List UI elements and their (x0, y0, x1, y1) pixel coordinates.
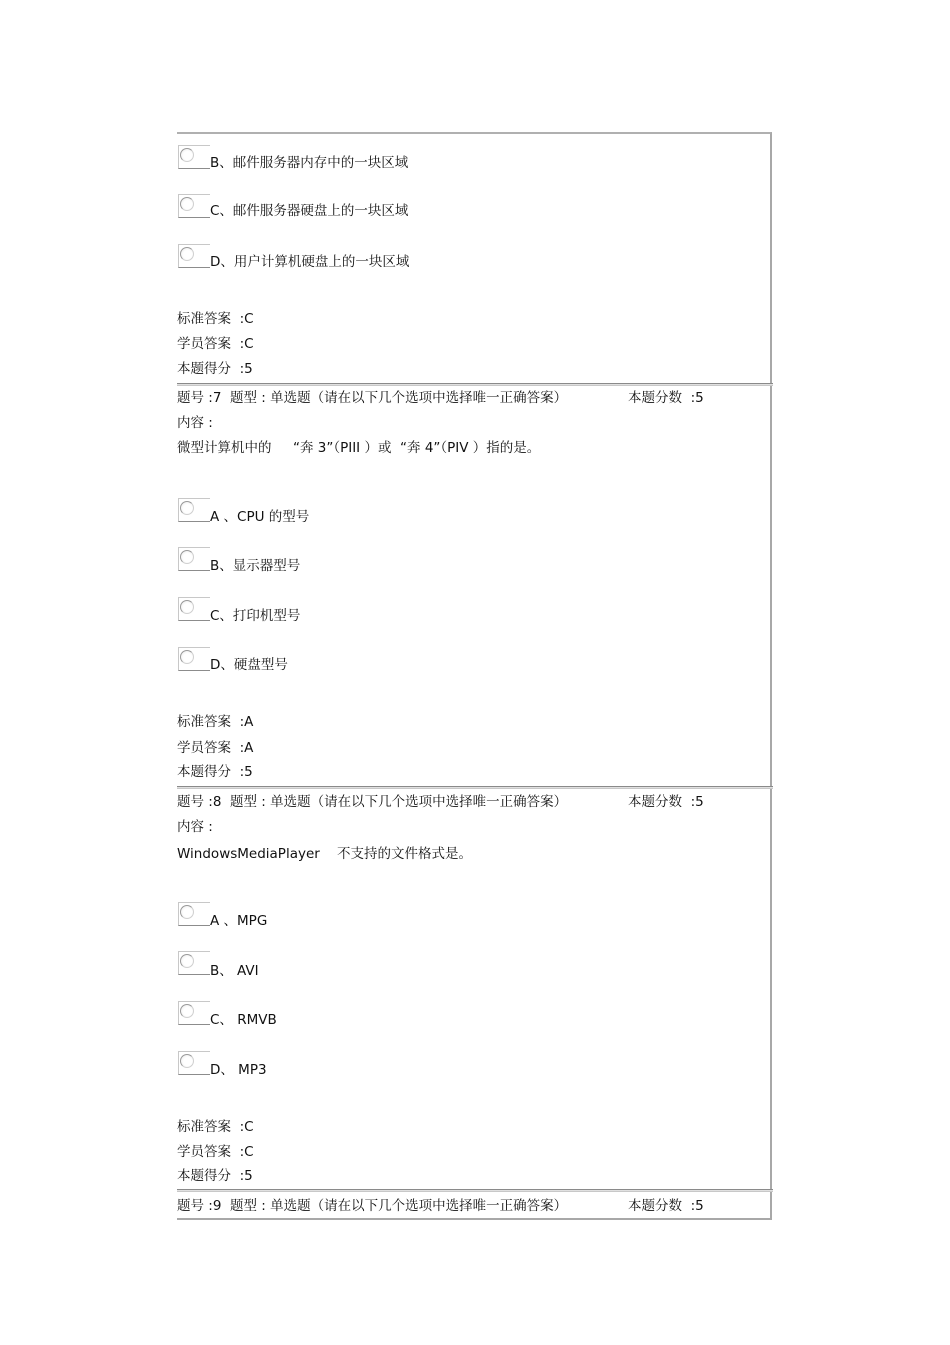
question-score: 本题得分 :5 (177, 361, 253, 377)
standard-answer: 标准答案 :C (177, 1119, 254, 1135)
radio-q6-d[interactable] (178, 244, 210, 268)
option-q8-d: D、 MP3 (210, 1062, 267, 1078)
radio-circle-icon (180, 148, 194, 162)
question-score: 本题得分 :5 (177, 1168, 253, 1184)
question-points: 本题分数 :5 (628, 1198, 704, 1214)
option-q7-a: A 、CPU 的型号 (210, 509, 310, 525)
option-q7-d: D、硬盘型号 (210, 657, 288, 673)
radio-circle-icon (180, 905, 194, 919)
radio-q6-b[interactable] (178, 145, 210, 169)
radio-circle-icon (180, 600, 194, 614)
question-divider (177, 786, 773, 789)
option-q8-b: B、 AVI (210, 963, 259, 979)
radio-q8-b[interactable] (178, 951, 210, 975)
radio-q8-a[interactable] (178, 902, 210, 926)
content-label: 内容 : (177, 415, 213, 431)
student-answer: 学员答案 :C (177, 336, 254, 352)
radio-circle-icon (180, 550, 194, 564)
radio-circle-icon (180, 197, 194, 211)
radio-q7-b[interactable] (178, 547, 210, 571)
radio-q7-d[interactable] (178, 647, 210, 671)
option-q8-c: C、 RMVB (210, 1012, 277, 1028)
option-q6-b: B、邮件服务器内存中的一块区域 (210, 155, 409, 171)
radio-circle-icon (180, 954, 194, 968)
question-score: 本题得分 :5 (177, 764, 253, 780)
content-label: 内容 : (177, 819, 213, 835)
radio-circle-icon (180, 650, 194, 664)
radio-q7-c[interactable] (178, 597, 210, 621)
question-points: 本题分数 :5 (628, 794, 704, 810)
question-header: 题号 :7 题型 : 单选题（请在以下几个选项中选择唯一正确答案） (177, 390, 568, 406)
option-q7-b: B、显示器型号 (210, 558, 301, 574)
question-divider (177, 1189, 773, 1192)
radio-q7-a[interactable] (178, 498, 210, 522)
radio-q6-c[interactable] (178, 194, 210, 218)
quiz-frame (177, 132, 772, 1220)
question-text: WindowsMediaPlayer 不支持的文件格式是。 (177, 846, 472, 862)
radio-q8-d[interactable] (178, 1051, 210, 1075)
radio-circle-icon (180, 247, 194, 261)
standard-answer: 标准答案 :C (177, 311, 254, 327)
radio-circle-icon (180, 1004, 194, 1018)
radio-q8-c[interactable] (178, 1001, 210, 1025)
option-q8-a: A 、MPG (210, 913, 268, 929)
question-header: 题号 :9 题型 : 单选题（请在以下几个选项中选择唯一正确答案） (177, 1198, 568, 1214)
question-divider (177, 383, 773, 386)
option-q6-c: C、邮件服务器硬盘上的一块区域 (210, 203, 409, 219)
option-q6-d: D、用户计算机硬盘上的一块区域 (210, 254, 410, 270)
option-q7-c: C、打印机型号 (210, 608, 301, 624)
radio-circle-icon (180, 1054, 194, 1068)
student-answer: 学员答案 :A (177, 740, 254, 756)
question-points: 本题分数 :5 (628, 390, 704, 406)
question-text: 微型计算机中的 “奔 3”（PIII ）或 “奔 4”（PIV ）指的是。 (177, 440, 541, 456)
radio-circle-icon (180, 501, 194, 515)
standard-answer: 标准答案 :A (177, 714, 254, 730)
question-header: 题号 :8 题型 : 单选题（请在以下几个选项中选择唯一正确答案） (177, 794, 568, 810)
student-answer: 学员答案 :C (177, 1144, 254, 1160)
